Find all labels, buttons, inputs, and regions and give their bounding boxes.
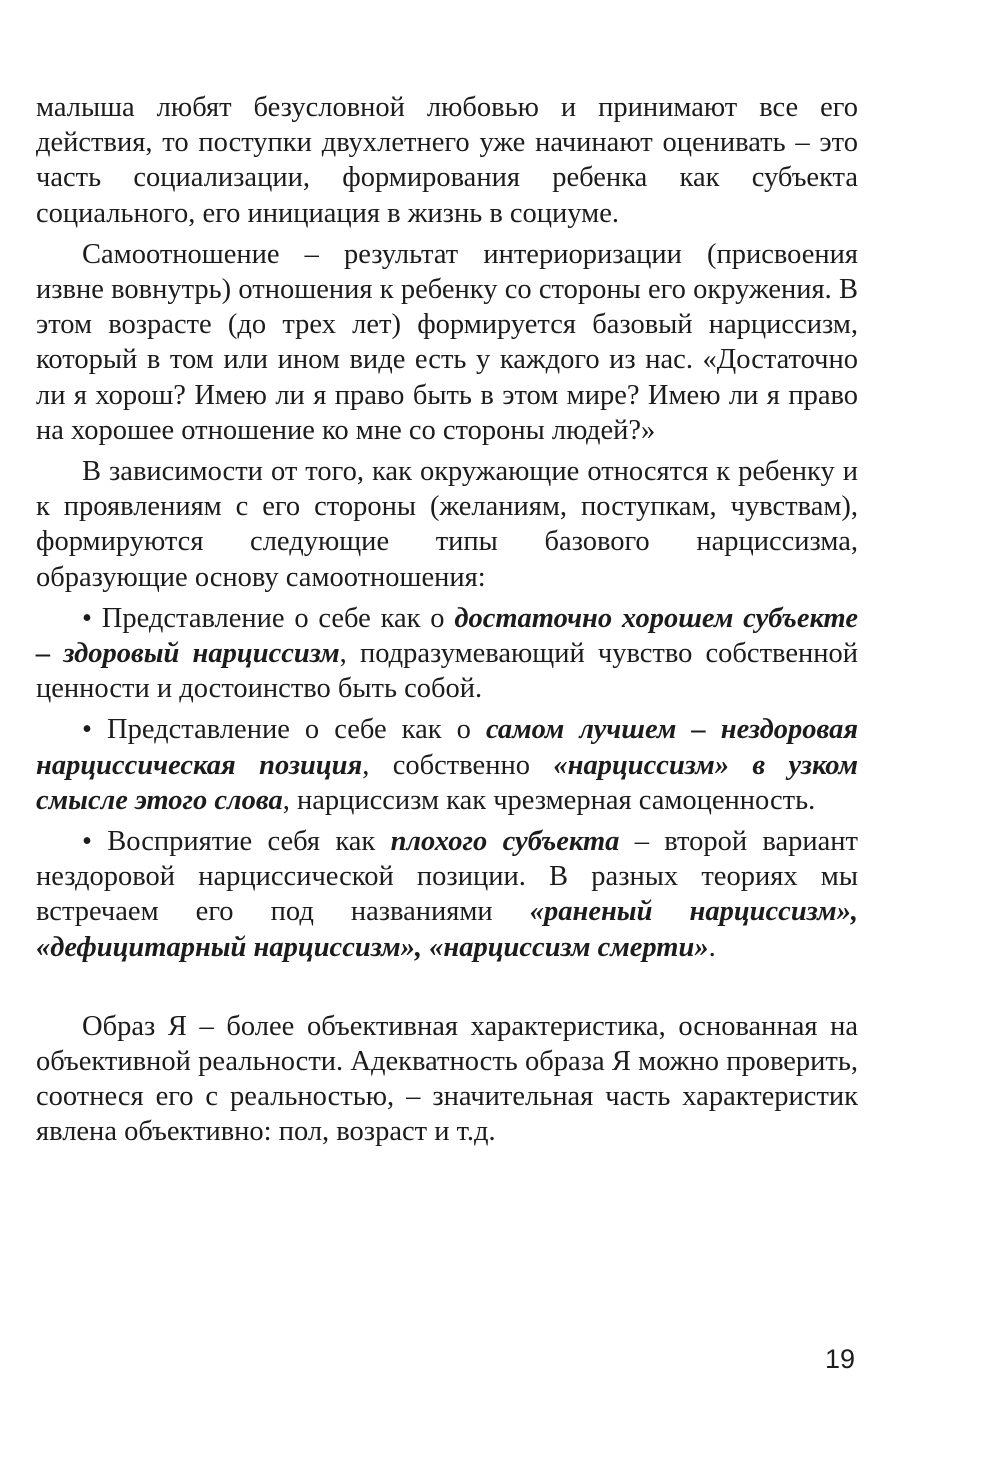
bullet-item-2 [36, 712, 858, 818]
bullet-2-mid: , собственно [362, 749, 554, 781]
bullet-2-lead: • Представление о себе как о [82, 714, 486, 746]
bullet-2-rest: , нарциссизм как чрезмерная самоценность. [282, 784, 816, 816]
paragraph-1: малыша любят безусловной любовью и принимают все его действия, то поступки двухлетнего уже начинают оценивать – это часть социализации, формирования ребенка как субъекта социального, его инициация в жизнь в социуме. [36, 92, 858, 229]
bullet-item-3 [36, 824, 858, 965]
bullet-item-1 [36, 601, 858, 707]
bullet-3-mid: – второй вариант нездоровой нарциссической позиции. В разных теориях мы встречаем его под названиями [36, 826, 858, 928]
paragraph-4: Образ Я – более объективная характеристика, основанная на объективной реальности. Адекватность образа Я можно проверить, соотнеся его с реальностью, – значительная часть характеристик явлена объективно: пол, возраст и т.д. [36, 1010, 858, 1148]
paragraph-3: В зависимости от того, как окружающие относятся к ребенку и к проявлениям с его стороны (желаниям, поступкам, чувствам), формируются следующие типы базового нарциссизма, образующие основу самоотношения: [36, 456, 858, 593]
bullet-3-emphasis-1: плохого субъекта [390, 826, 620, 858]
page-number: 19 [824, 1344, 855, 1374]
bullet-1-rest: , подразумевающий чувство собственной ценности и достоинство быть собой. [36, 638, 858, 705]
bullet-3-lead: • Восприятие себя как [82, 826, 391, 858]
bullet-1-lead: • Представление о себе как о [82, 602, 455, 634]
bullet-3-rest: . [708, 931, 716, 963]
page-body [36, 90, 858, 1150]
paragraph-2: Самоотношение – результат интериоризации (присвоения извне вовнутрь) отношения к ребенку со стороны его окружения. В этом возрасте (до трех лет) формируется базовый нарциссизм, который в том или ином виде есть у каждого из нас. «Достаточно ли я хорош? Имею ли я право быть в этом мире? Имею ли я право на хорошее отношение ко мне со стороны людей?» [36, 238, 858, 446]
bullet-2-emphasis-1: самом лучшем – нездоровая нарциссическая позиция [36, 714, 858, 781]
bullet-2-emphasis-2: «нарциссизм» в узком смысле этого слова [36, 749, 858, 816]
bullet-1-emphasis: достаточно хорошем субъекте – здоровый нарциссизм [36, 602, 858, 670]
bullet-3-emphasis-2: «раненый нарциссизм», «дефицитарный нарциссизм», «нарциссизм смерти» [36, 896, 858, 963]
